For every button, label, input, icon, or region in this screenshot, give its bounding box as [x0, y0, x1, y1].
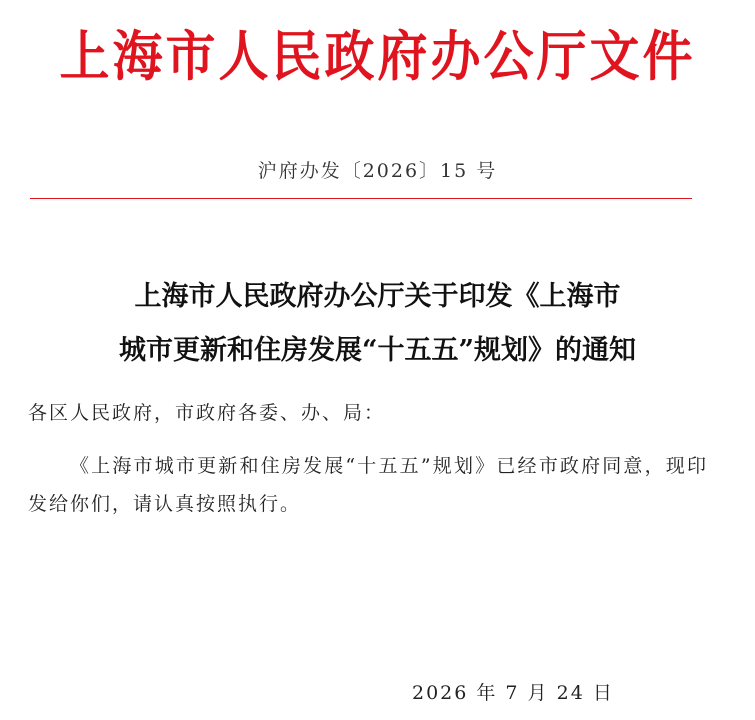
issue-date: 2026 年 7 月 24 日 — [412, 682, 614, 704]
notice-title-line-1: 上海市人民政府办公厅关于印发《上海市 — [134, 281, 621, 312]
document-number: 沪府办发〔2026〕15 号 — [257, 160, 498, 182]
body-paragraph: 《上海市城市更新和住房发展“十五五”规划》已经市政府同意，现印发给你们，请认真按照执行。 — [28, 455, 708, 515]
salutation: 各区人民政府，市政府各委、办、局： — [28, 402, 386, 424]
notice-title-line-2: 城市更新和住房发展“十五五”规划》的通知 — [118, 335, 637, 366]
red-divider-line — [30, 198, 692, 199]
notice-title — [0, 270, 755, 378]
document-masthead: 上海市人民政府办公厅文件 — [59, 25, 696, 88]
